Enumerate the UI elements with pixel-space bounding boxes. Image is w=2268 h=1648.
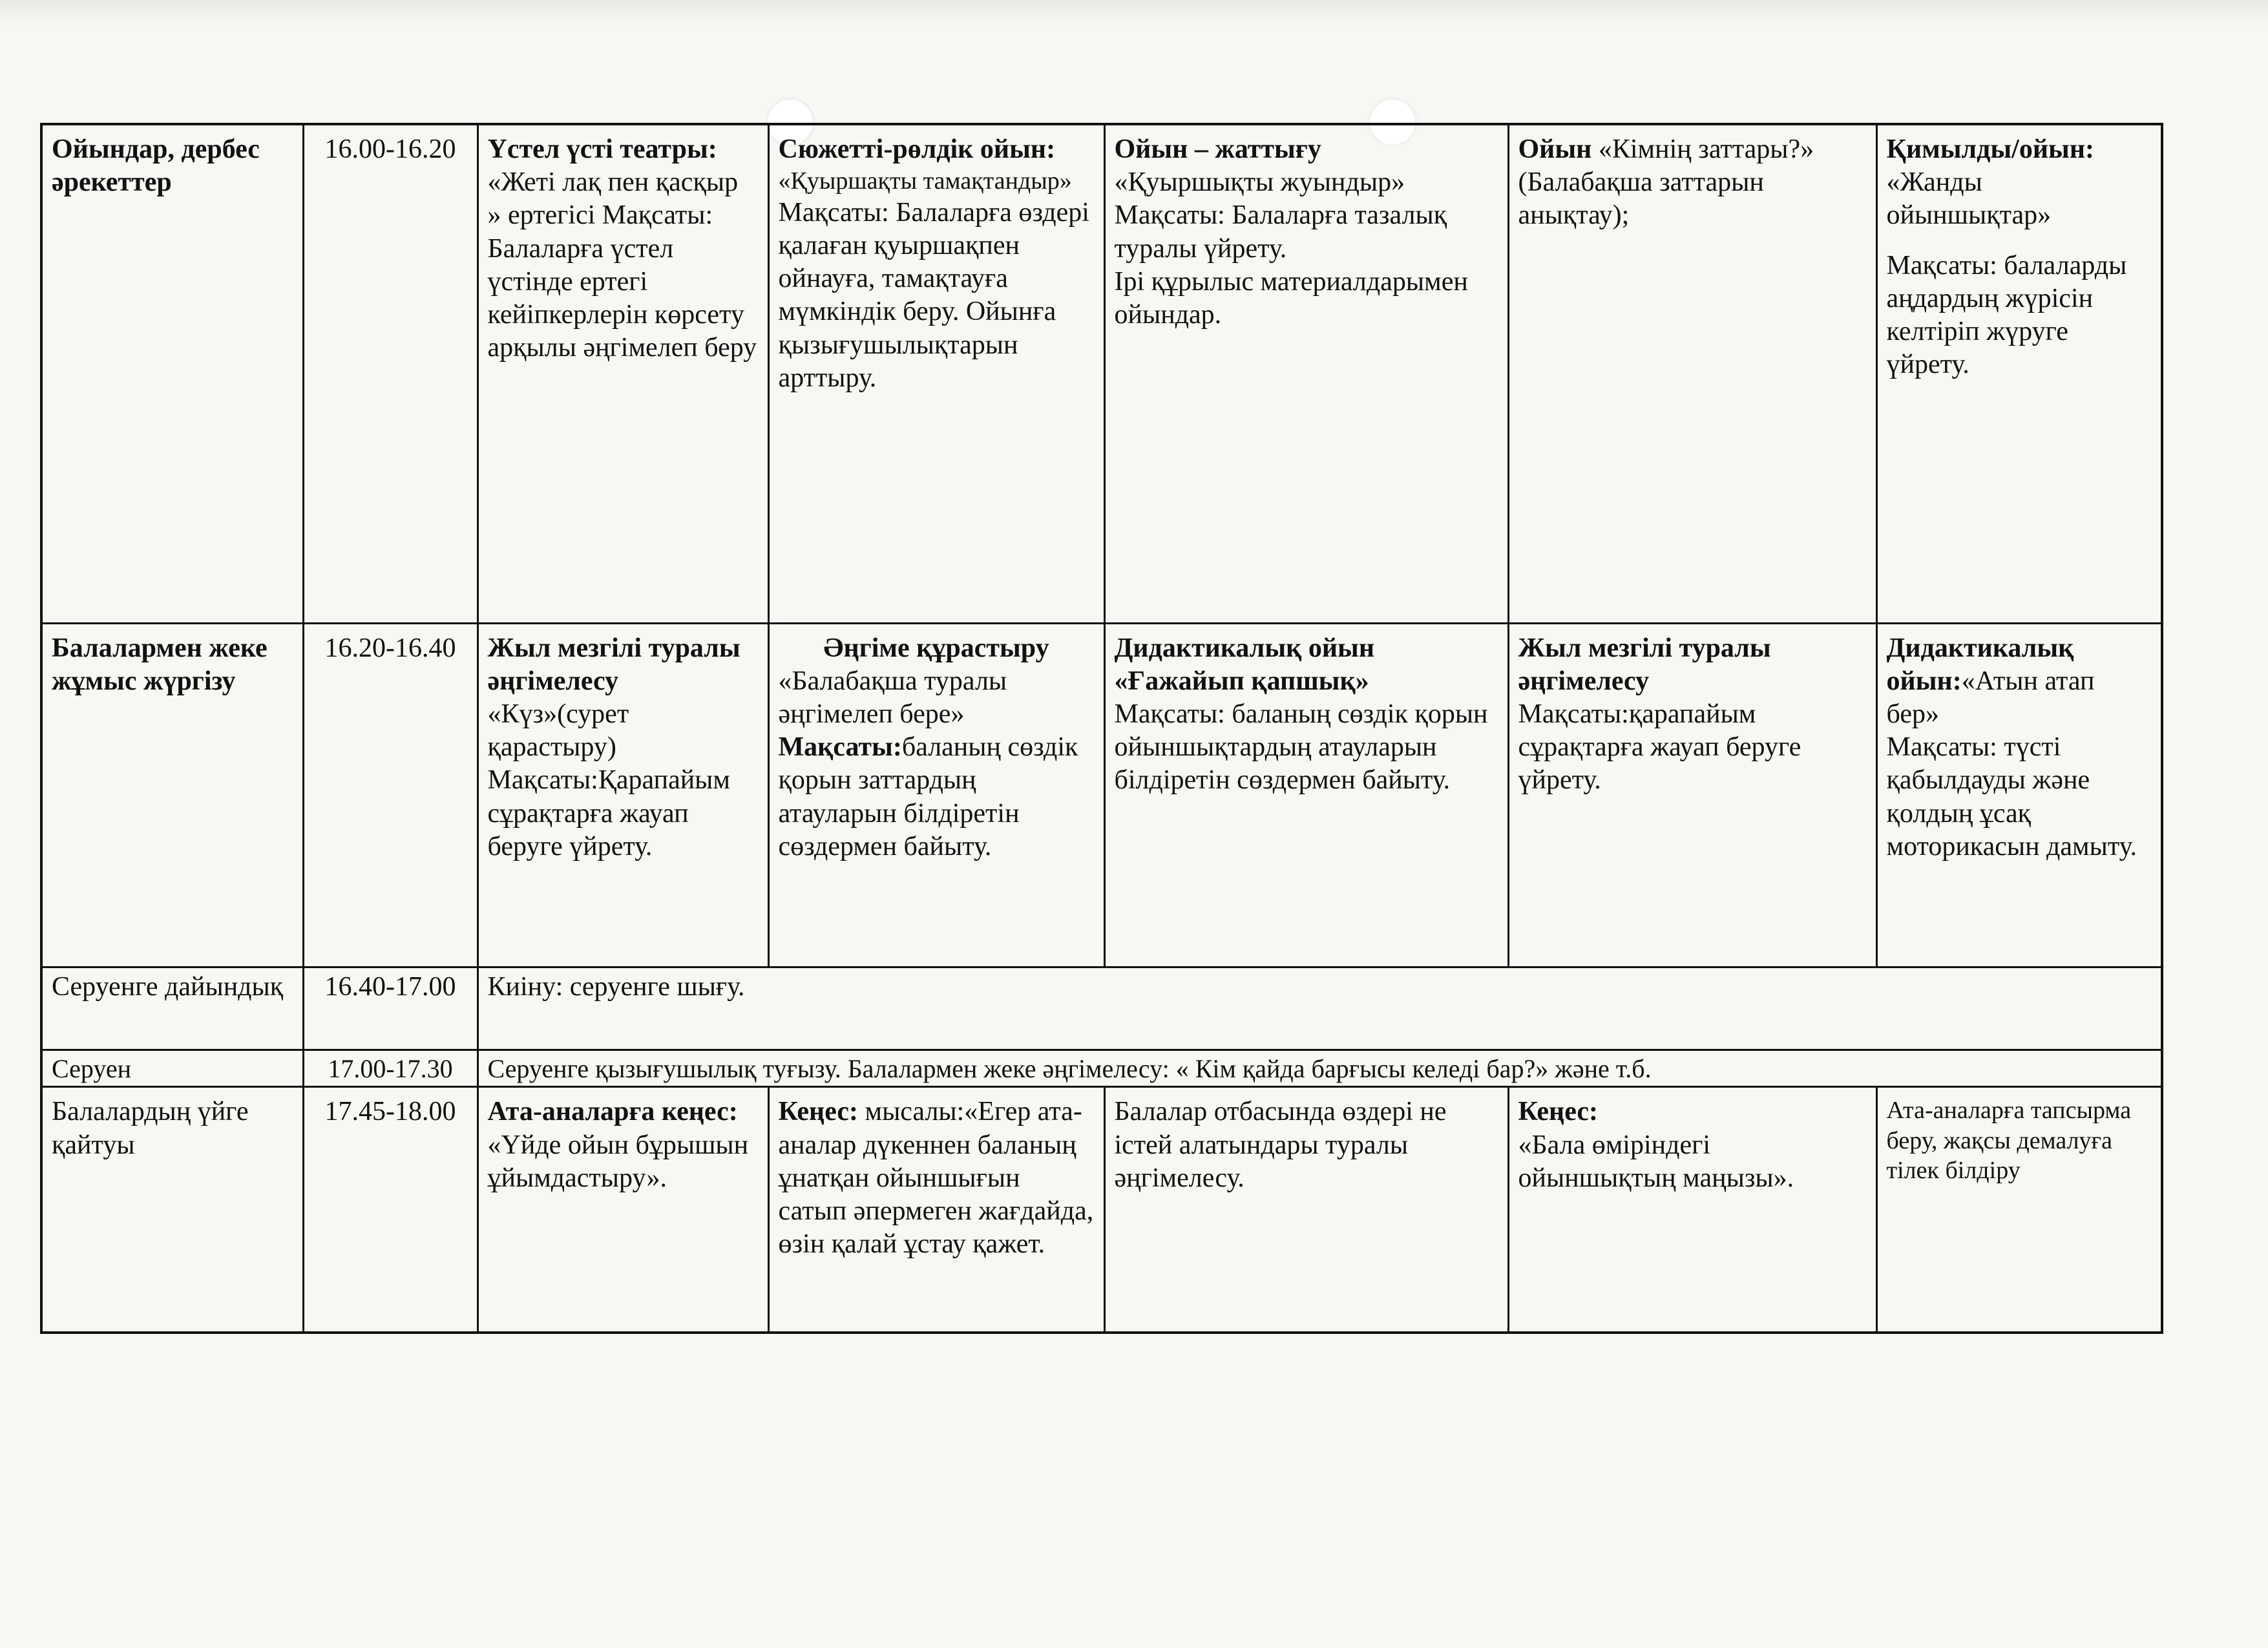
cell-wide: Киіну: серуенге шығу. [478,967,2162,1050]
cell-activity: Жыл мезгілі туралы әңгімелесу «Күз»(сурет қарастыру) Мақсаты:Қарапайым сұрақтарға жауап беруге үйрету. [478,623,768,967]
row-time: 17.00-17.30 [303,1050,478,1087]
row-label: Балалардың үйге қайтуы [41,1087,303,1333]
table-row [41,967,2162,1050]
scan-edge [0,0,2268,26]
cell-activity: Үстел үсті театры: «Жеті лақ пен қасқыр » ертегісі Мақсаты: Балаларға үстел үстінде ертегі кейіпкерлерін көрсету арқылы әңгімелеп беру [478,124,768,623]
table-row [41,124,2162,623]
row-time: 16.20-16.40 [303,623,478,967]
cell-activity: Ата-аналарға кеңес: «Үйде ойын бұрышын ұйымдастыру». [478,1087,768,1333]
cell-activity: Дидактикалық ойын «Ғажайып қапшық» Мақсаты: баланың сөздік қорын ойыншықтардың атауларын білдіретін сөздермен байыту. [1104,623,1508,967]
table-row [41,1050,2162,1087]
cell-activity: Балалар отбасында өздері не істей алатындары туралы әңгімелесу. [1104,1087,1508,1333]
row-label: Ойындар, дербес әрекеттер [41,124,303,623]
cell-activity: Сюжетті-рөлдік ойын: «Қуыршақты тамақтандыр» Мақсаты: Балаларға өздері қалаған қуыршақпен ойнауға, тамақтауға мүмкіндік беру. Ойынға қызығушылықтарын арттыру. [768,124,1104,623]
cell-activity: Жыл мезгілі туралы әңгімелесу Мақсаты:қарапайым сұрақтарға жауап беруге үйрету. [1508,623,1876,967]
row-time: 16.00-16.20 [303,124,478,623]
table-row [41,1087,2162,1333]
row-label: Балалармен жеке жұмыс жүргізу [41,623,303,967]
cell-activity: Ата-аналарға тапсырма беру, жақсы демалуға тілек білдіру [1876,1087,2162,1333]
cell-wide: Серуенге қызығушылық туғызу. Балалармен жеке әңгімелесу: « Кім қайда барғысы келеді бар?» және т.б. [478,1050,2162,1087]
table-row [41,623,2162,967]
cell-activity: Қимылды/ойын: «Жанды ойыншықтар» Мақсаты: балаларды аңдардың жүрісін келтіріп жүруге үйрету. [1876,124,2162,623]
cell-activity: Дидактикалық ойын:«Атын атап бер» Мақсаты: түсті қабылдауды және қолдың ұсақ моторикасын дамыту. [1876,623,2162,967]
cell-activity: Ойын – жаттығу «Қуыршықты жуындыр» Мақсаты: Балаларға тазалық туралы үйрету. Ірі құрылыс материалдарымен ойындар. [1104,124,1508,623]
cell-activity: Кеңес: «Бала өміріндегі ойыншықтың маңызы». [1508,1087,1876,1333]
cell-activity: Ойын «Кімнің заттары?» (Балабақша заттарын анықтау); [1508,124,1876,623]
row-time: 17.45-18.00 [303,1087,478,1333]
cell-activity: Кеңес: мысалы:«Егер ата-аналар дүкеннен баланың ұнатқан ойыншығын сатып әпермеген жағдайда, өзін қалай ұстау қажет. [768,1087,1104,1333]
row-label: Серуен [41,1050,303,1087]
row-label: Серуенге дайындық [41,967,303,1050]
cell-activity: Әңгіме құрастыру «Балабақша туралы әңгімелеп бере» Мақсаты:баланың сөздік қорын заттардың атауларын білдіретін сөздермен байыту. [768,623,1104,967]
schedule-table [40,123,2163,1334]
row-time: 16.40-17.00 [303,967,478,1050]
